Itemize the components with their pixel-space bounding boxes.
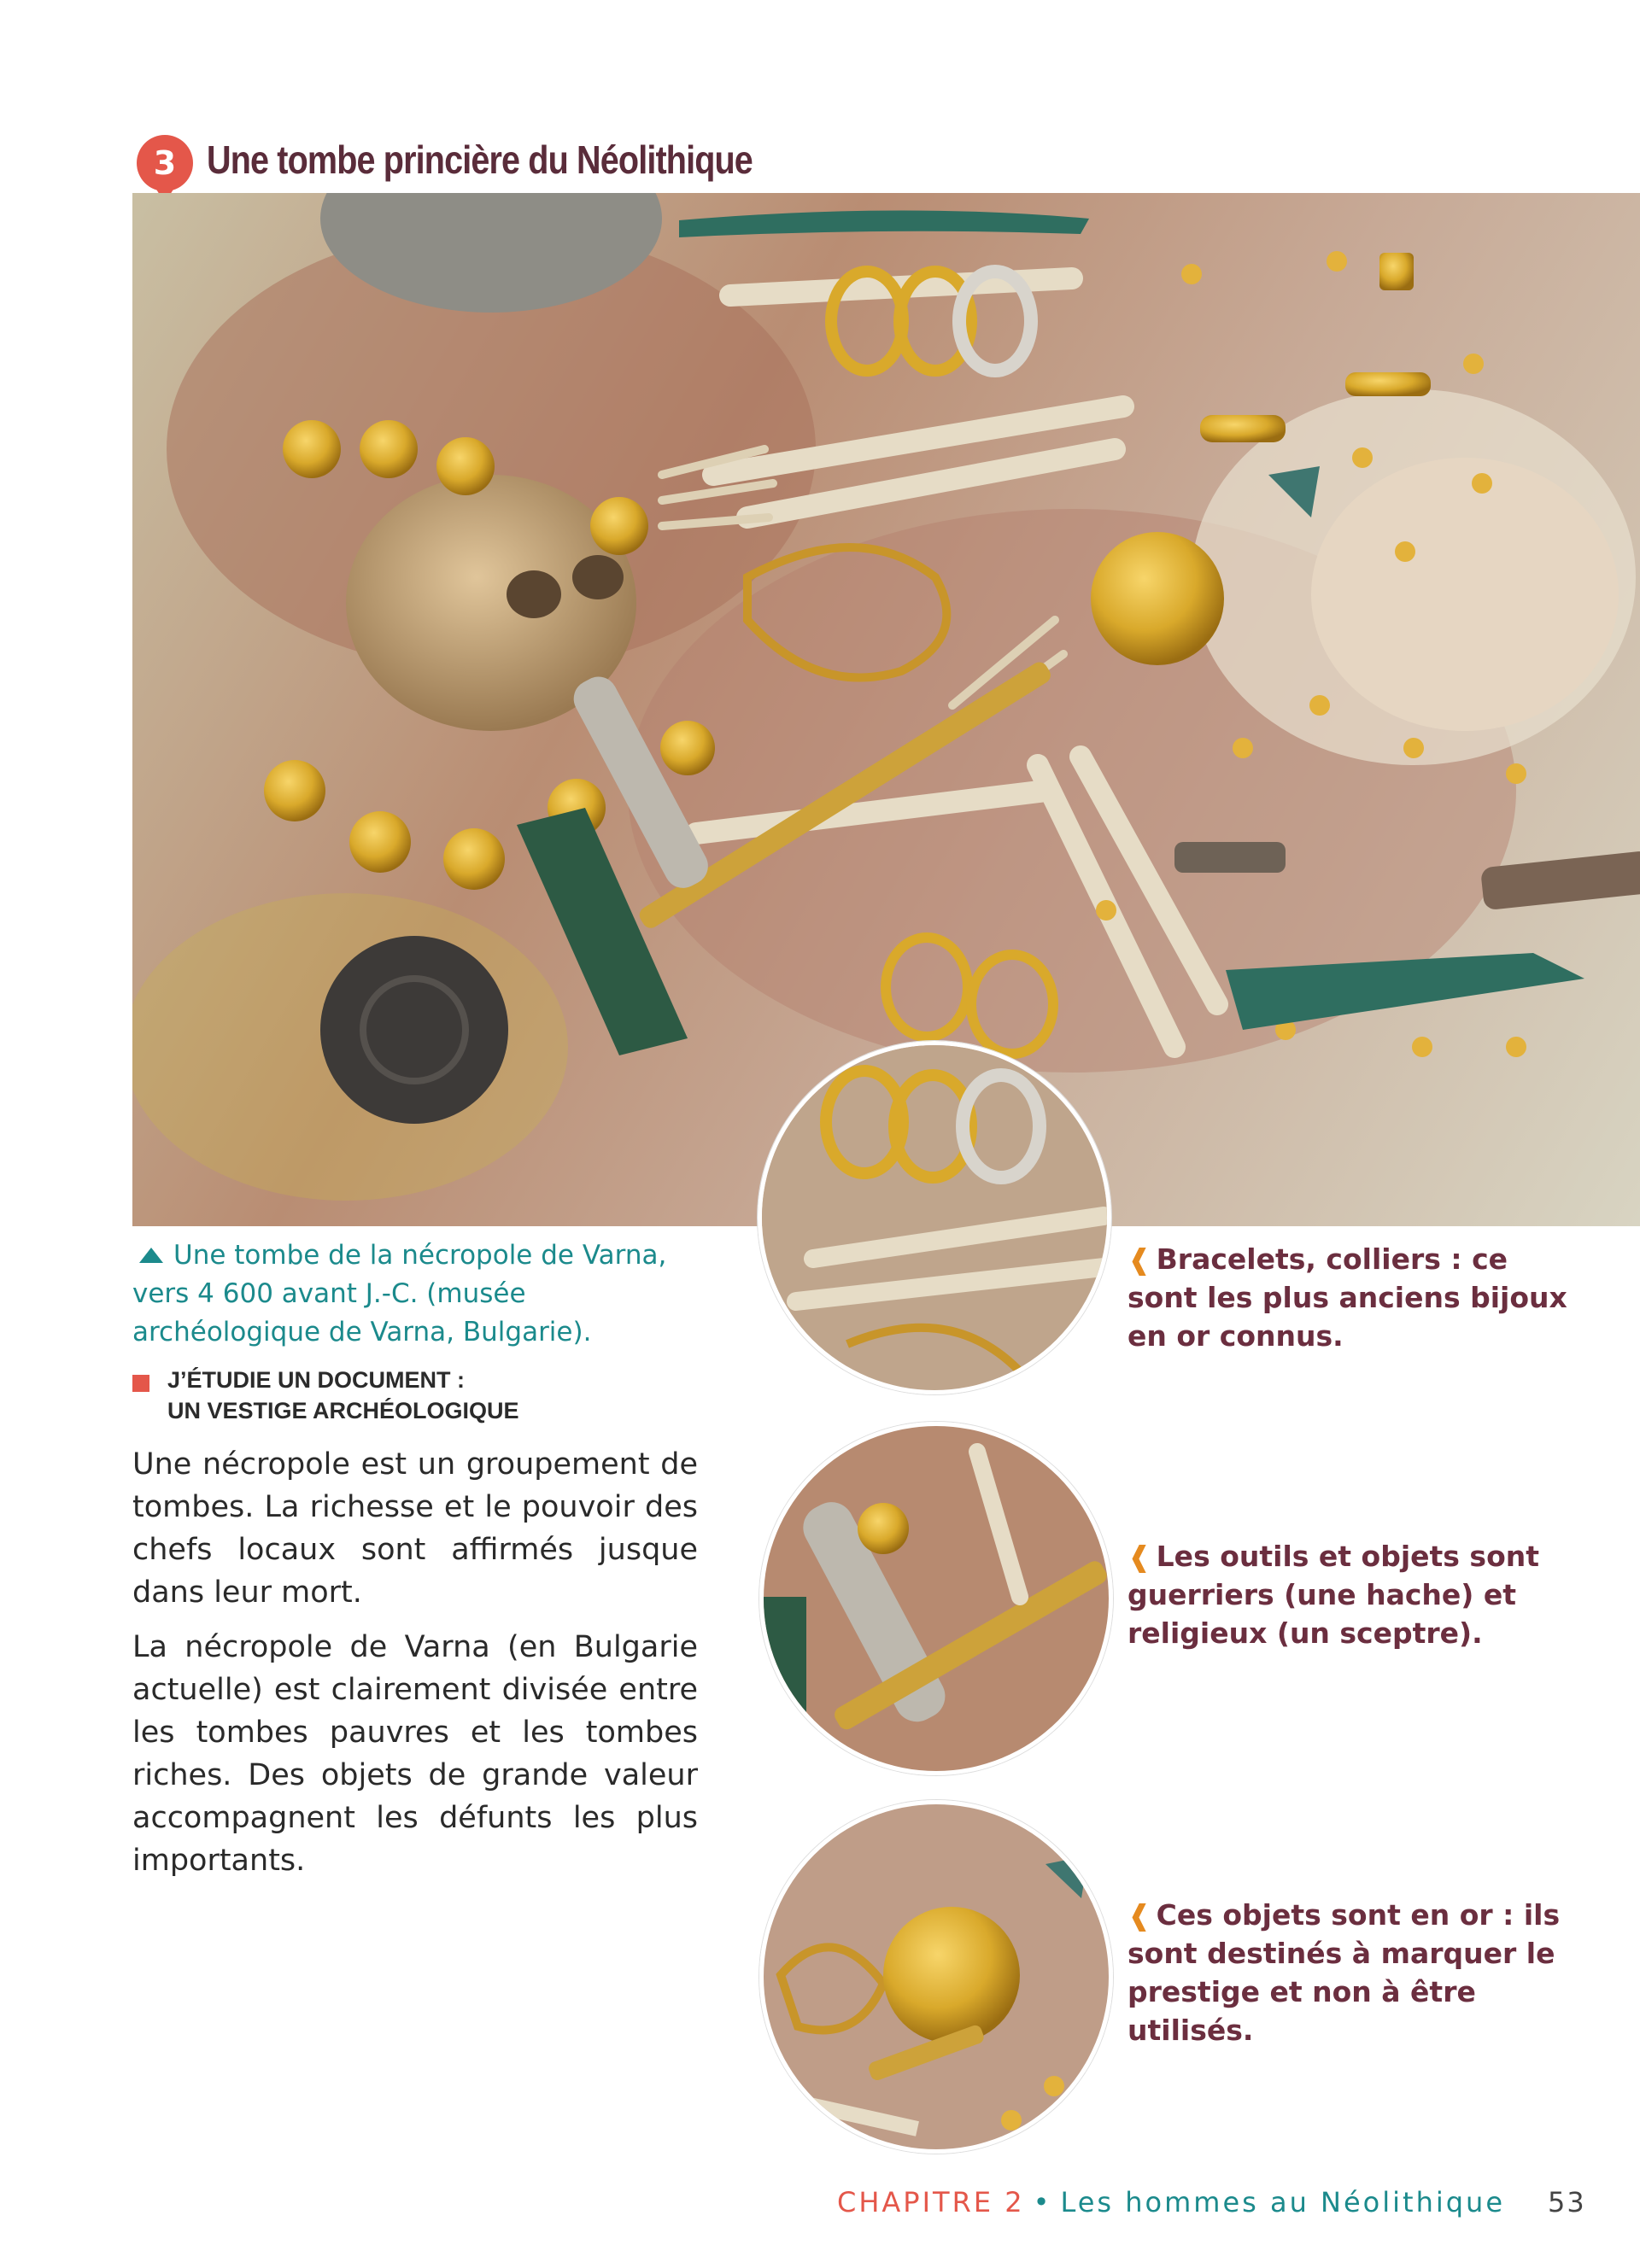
study-heading-line1: J’ÉTUDIE UN DOCUMENT : — [167, 1367, 466, 1393]
quote-mark-icon: ❰ — [1128, 1898, 1151, 1932]
quote-mark-icon: ❰ — [1128, 1242, 1151, 1276]
document-number-badge — [137, 135, 193, 191]
document-title: Une tombe princière du Néolithique — [207, 137, 753, 182]
body-paragraph-2: La nécropole de Varna (en Bulgarie actuelle) est clairement divisée entre les tombes pauvres et les tombes riches. Des objets de grande valeur accompagnent les défunts les plus importants. — [132, 1630, 698, 1878]
study-heading-line2: UN VESTIGE ARCHÉOLOGIQUE — [167, 1398, 519, 1423]
zoom-circle-tools — [759, 1422, 1113, 1775]
note-tools-text: Les outils et objets sont guerriers (une hache) et religieux (un sceptre). — [1128, 1540, 1540, 1650]
footer-chapter-title: Les hommes au Néolithique — [1060, 2186, 1506, 2218]
photo-caption — [132, 1236, 713, 1352]
note-tools — [1128, 1537, 1572, 1652]
bracelets-detail-illustration — [762, 1045, 1107, 1390]
gold-detail-illustration — [764, 1804, 1109, 2149]
footer-chapter: CHAPITRE 2 — [837, 2186, 1025, 2218]
quote-mark-icon: ❰ — [1128, 1540, 1151, 1573]
document-number: 3 — [153, 144, 177, 182]
study-heading — [167, 1365, 519, 1426]
study-square-icon — [132, 1375, 149, 1392]
note-bracelets — [1128, 1240, 1572, 1355]
body-paragraph-1: Une nécropole est un groupement de tombes. La richesse et le pouvoir des chefs locaux sont affirmés jusque dans leur mort. — [132, 1447, 698, 1610]
body-text — [132, 1443, 698, 1894]
caption-text: Une tombe de la nécropole de Varna, vers 4 600 avant J.-C. (musée archéologique de Varna, Bulgarie). — [132, 1240, 667, 1347]
tools-detail-illustration — [764, 1426, 1109, 1771]
note-bracelets-text: Bracelets, colliers : ce sont les plus anciens bijoux en or connus. — [1128, 1242, 1567, 1353]
zoom-circle-gold-objects — [759, 1800, 1113, 2154]
zoom-circle-bracelets — [758, 1041, 1111, 1394]
note-gold-objects-text: Ces objets sont en or : ils sont destinés à marquer le prestige et non à être utilisés. — [1128, 1898, 1561, 2047]
page-footer — [837, 2186, 1505, 2218]
footer-bullet: • — [1033, 2186, 1052, 2218]
page-number: 53 — [1548, 2186, 1586, 2218]
note-gold-objects — [1128, 1896, 1572, 2049]
caption-triangle-icon — [139, 1248, 163, 1263]
